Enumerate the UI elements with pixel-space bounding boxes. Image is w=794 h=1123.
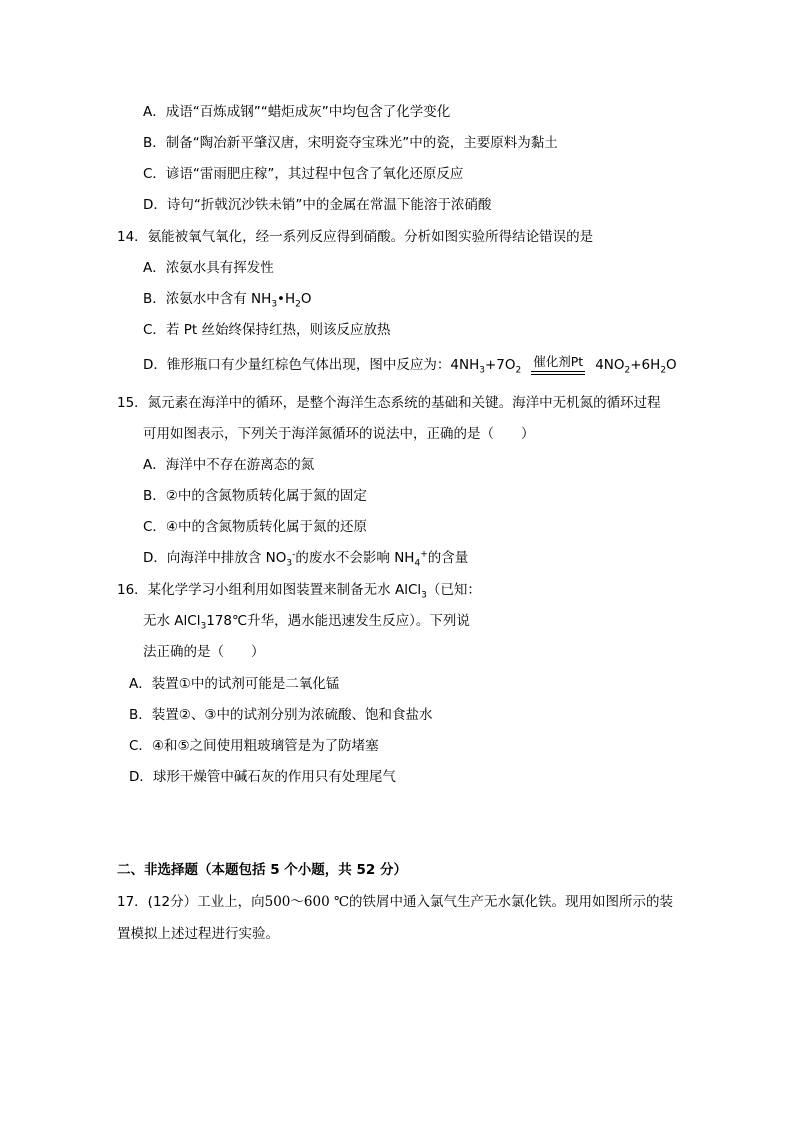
q13-option-b: B．制备“陶冶新平肇汉唐，宋明瓷夺宝珠光”中的瓷，主要原料为黏土: [143, 135, 558, 151]
q13-option-c: C．谚语“雷雨肥庄稼”，其过程中包含了氧化还原反应: [143, 166, 464, 182]
q14-b-sub2: 2: [295, 299, 301, 310]
q15-option-a: A．海洋中不存在游离态的氮: [143, 457, 315, 473]
q16-stem2-prefix: 无水 AlCl: [143, 613, 201, 629]
q15-d-mid: 的废水不会影响 NH: [295, 550, 415, 566]
q17-line2: 置模拟上述过程进行实验。: [117, 926, 279, 942]
q16-option-c: C．④和⑤之间使用粗玻璃管是为了防堵塞: [129, 738, 379, 754]
q15-d-prefix: D．向海洋中排放含 NO: [143, 550, 287, 566]
q14-d-sub3: 2: [624, 365, 631, 376]
q16-option-a: A．装置①中的试剂可能是二氧化锰: [129, 676, 340, 692]
q15-d-tail: 的含量: [427, 550, 469, 566]
q16-stem-line3: 法正确的是（ ）: [143, 644, 265, 660]
q16-stem-line2: [143, 612, 470, 630]
q14-option-c: C．若 Pt 丝始终保持红热，则该反应放热: [143, 322, 391, 338]
q16-stem1-tail: （已知：: [426, 582, 481, 598]
q14-d-prod3: O: [666, 357, 677, 373]
q15-option-b: B．②中的含氮物质转化属于氮的固定: [143, 488, 367, 504]
q15-d-sup2: +: [420, 549, 428, 560]
q14-d-prefix: D．锥形瓶口有少量红棕色气体出现，图中反应为：4NH: [143, 357, 480, 373]
q13-option-a: A．成语“百炼成钢”“蜡炬成灰”中均包含了化学变化: [143, 104, 451, 120]
q14-option-d: [143, 356, 677, 375]
q15-d-sub2: 4: [414, 558, 421, 569]
q14-option-a: A．浓氨水具有挥发性: [143, 260, 274, 276]
q14-d-mid: +7O: [484, 357, 516, 373]
q14-b-prefix: B．浓氨水中含有 NH: [143, 291, 272, 307]
q14-option-b: [143, 290, 312, 308]
q14-catalyst-label: 催化剂Pt: [531, 355, 585, 372]
q15-d-sup: -: [292, 549, 296, 560]
q17-line1: [117, 893, 673, 911]
q17-line1-serif: 500～600 ℃的铁屑中通入氯气生产无水氯化铁。: [264, 894, 566, 910]
q15-option-c: C．④中的含氮物质转化属于氮的还原: [143, 519, 368, 535]
q14-d-sub1: 3: [479, 365, 485, 376]
q14-d-sub2: 2: [515, 365, 522, 376]
q14-d-prod1: 4NO: [595, 357, 625, 373]
q15-option-d: [143, 549, 468, 567]
q16-option-b: B．装置②、③中的试剂分别为浓硫酸、饱和食盐水: [129, 707, 433, 723]
q15-stem-line1: 15．氮元素在海洋中的循环，是整个海洋生态系统的基础和关键。海洋中无机氮的循环过程: [117, 395, 661, 411]
q16-stem2-tail: 178℃升华，遇水能迅速发生反应）。下列说: [206, 613, 470, 629]
q16-stem1-sub: 3: [421, 590, 427, 601]
q15-d-sub: 3: [286, 558, 293, 569]
section-heading: 二、非选择题（本题包括 5 个小题，共 52 分）: [117, 862, 407, 878]
q16-stem1-prefix: 16．某化学学习小组利用如图装置来制备无水 AlCl: [117, 582, 422, 598]
q16-option-d: D．球形干燥管中碱石灰的作用只有处理尾气: [129, 769, 396, 785]
q14-b-sub: 3: [271, 299, 278, 310]
q17-line1-prefix: 17．(12分）工业上，向: [117, 894, 265, 910]
q14-d-prod2: +6H: [630, 357, 661, 373]
q14-b-suffix: •H: [277, 291, 296, 307]
q16-stem2-sub: 3: [200, 621, 207, 632]
q15-stem-line2: 可用如图表示，下列关于海洋氮循环的说法中，正确的是（ ）: [143, 426, 535, 442]
q14-catalyst-arrow: [531, 354, 585, 375]
q13-option-d: D．诗句“折戟沉沙铁未销”中的金属在常温下能溶于浓硝酸: [143, 197, 492, 213]
q14-d-sub4: 2: [660, 365, 667, 376]
q16-stem-line1: [117, 581, 481, 599]
q17-line1-tail: 现用如图所示的装: [565, 894, 674, 910]
q14-stem: 14．氨能被氧气氧化，经一系列反应得到硝酸。分析如图实验所得结论错误的是: [117, 229, 594, 245]
q14-b-tail: O: [300, 291, 312, 307]
